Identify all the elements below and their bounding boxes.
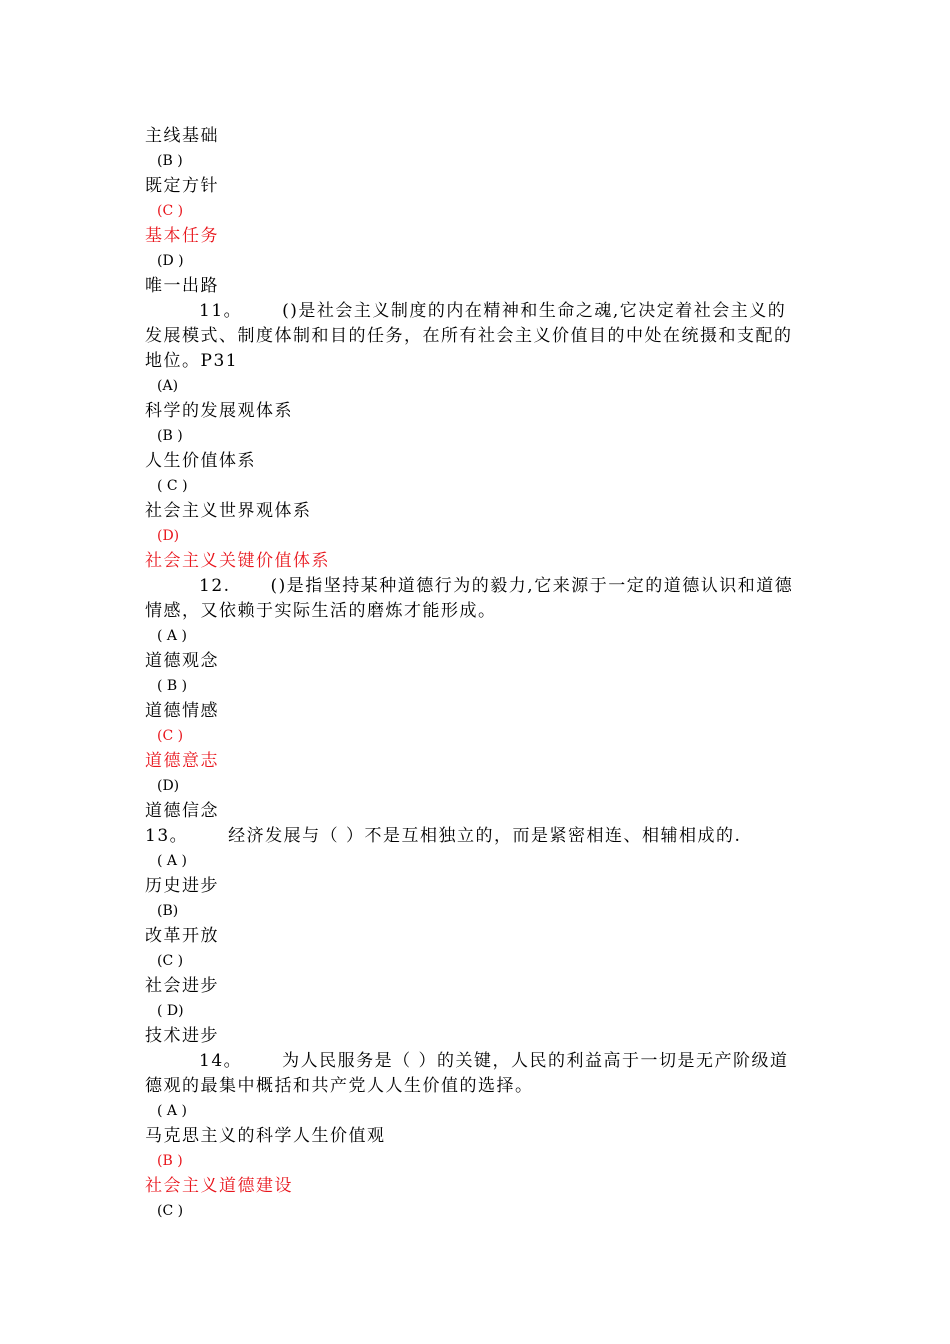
question-number: 11。 — [199, 301, 243, 321]
question-stem — [145, 1049, 800, 1099]
question-stem — [145, 299, 800, 374]
option-letter: (B) — [157, 903, 179, 919]
option-text: 改革开放 — [145, 926, 219, 946]
question-number: 13。 — [145, 826, 189, 846]
question-12 — [145, 574, 800, 824]
question-13 — [145, 824, 800, 1049]
option-letter: (A) — [157, 378, 179, 394]
question-text: 经济发展与（ ）不是互相独立的，而是紧密相连、相辅相成的. — [228, 826, 742, 846]
question-stem — [145, 574, 800, 624]
option-letter: ( A ) — [157, 628, 187, 644]
option-letter: (B ) — [157, 428, 183, 444]
option-letter: ( C ) — [157, 478, 188, 494]
option-text: 道德信念 — [145, 801, 219, 821]
option-text: 社会主义世界观体系 — [145, 501, 312, 521]
question-10-tail — [145, 124, 800, 299]
option-letter: (D ) — [157, 253, 184, 269]
answer-option-letter: (C ) — [157, 203, 184, 219]
question-text: 为人民服务是（ ）的关键，人民的利益高于一切是无产阶级道德观的最集中概括和共产党人人生价值的选择。 — [145, 1051, 789, 1096]
option-text: 社会进步 — [145, 976, 219, 996]
question-number: 12. — [199, 576, 231, 596]
question-14 — [145, 1049, 800, 1224]
option-letter: (D) — [157, 778, 180, 794]
option-letter: ( A ) — [157, 1103, 187, 1119]
answer-option-text: 社会主义关键价值体系 — [145, 551, 330, 571]
option-text: 主线基础 — [145, 126, 219, 146]
option-text: 人生价值体系 — [145, 451, 256, 471]
option-text: 技术进步 — [145, 1026, 219, 1046]
answer-option-text: 社会主义道德建设 — [145, 1176, 293, 1196]
question-text: ()是指坚持某种道德行为的毅力,它来源于一定的道德认识和道德情感，又依赖于实际生活的磨炼才能形成。 — [145, 576, 794, 621]
option-text: 道德情感 — [145, 701, 219, 721]
question-text: ()是社会主义制度的内在精神和生命之魂,它决定着社会主义的发展模式、制度体制和目的任务，在所有社会主义价值目的中处在统摄和支配的地位。P31 — [145, 301, 793, 371]
answer-option-letter: (D) — [157, 528, 180, 544]
option-letter: (B ) — [157, 153, 183, 169]
answer-option-text: 道德意志 — [145, 751, 219, 771]
option-text: 马克思主义的科学人生价值观 — [145, 1126, 386, 1146]
option-text: 既定方针 — [145, 176, 219, 196]
option-text: 道德观念 — [145, 651, 219, 671]
answer-option-text: 基本任务 — [145, 226, 219, 246]
question-number: 14。 — [199, 1051, 243, 1071]
document-page — [145, 124, 800, 1224]
question-stem — [145, 824, 800, 849]
option-letter: (C ) — [157, 953, 184, 969]
option-text: 科学的发展观体系 — [145, 401, 293, 421]
question-11 — [145, 299, 800, 574]
answer-option-letter: (C ) — [157, 728, 184, 744]
option-letter: ( D) — [157, 1003, 184, 1019]
option-letter: ( B ) — [157, 678, 188, 694]
option-text: 历史进步 — [145, 876, 219, 896]
option-text: 唯一出路 — [145, 276, 219, 296]
option-letter: ( A ) — [157, 853, 187, 869]
answer-option-letter: (B ) — [157, 1153, 183, 1169]
option-letter: (C ) — [157, 1203, 184, 1219]
